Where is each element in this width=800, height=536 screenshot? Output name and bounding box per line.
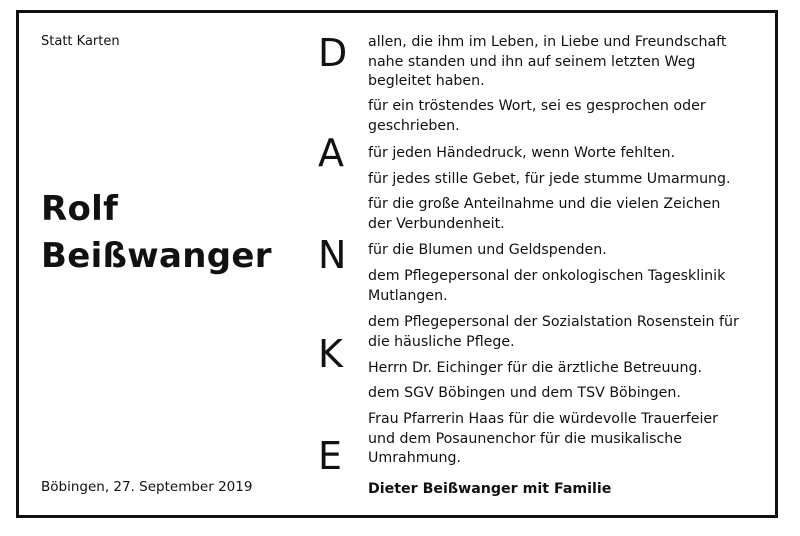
deceased-first-name: Rolf	[41, 189, 119, 229]
signature: Dieter Beißwanger mit Familie	[368, 481, 612, 497]
thanks-line-3: für jeden Händedruck, wenn Worte fehlten.	[368, 145, 675, 161]
thanks-line-6: für die Blumen und Geldspenden.	[368, 242, 607, 258]
deceased-name	[41, 186, 272, 280]
danke-letter-d: D	[318, 31, 348, 75]
thanks-line-2: für ein tröstendes Wort, sei es gesprochen oder geschrieben.	[368, 98, 706, 134]
thanks-line-11: Frau Pfarrerin Haas für die würdevolle Trauerfeier und dem Posaunenchor für die musikalische Umrahmung.	[368, 411, 718, 466]
thanks-line-7: dem Pflegepersonal der onkologischen Tagesklinik Mutlangen.	[368, 268, 726, 304]
thanks-line-1: allen, die ihm im Leben, in Liebe und Freundschaft nahe standen und ihn auf seinem letzten Weg begleitet haben.	[368, 34, 727, 89]
thanks-line-8: dem Pflegepersonal der Sozialstation Rosenstein für die häusliche Pflege.	[368, 314, 739, 350]
danke-letter-a: A	[318, 131, 344, 175]
deceased-last-name: Beißwanger	[41, 236, 272, 276]
thanks-line-9: Herrn Dr. Eichinger für die ärztliche Betreuung.	[368, 360, 702, 376]
thanks-line-10: dem SGV Böbingen und dem TSV Böbingen.	[368, 385, 681, 401]
danke-letter-n: N	[318, 233, 347, 277]
thanks-line-5: für die große Anteilnahme und die vielen Zeichen der Verbundenheit.	[368, 196, 721, 232]
place-date: Böbingen, 27. September 2019	[41, 479, 253, 495]
statt-karten-label: Statt Karten	[41, 34, 120, 49]
danke-letter-e: E	[318, 434, 343, 478]
thanks-line-4: für jedes stille Gebet, für jede stumme Umarmung.	[368, 171, 731, 187]
danke-letter-k: K	[318, 332, 343, 376]
